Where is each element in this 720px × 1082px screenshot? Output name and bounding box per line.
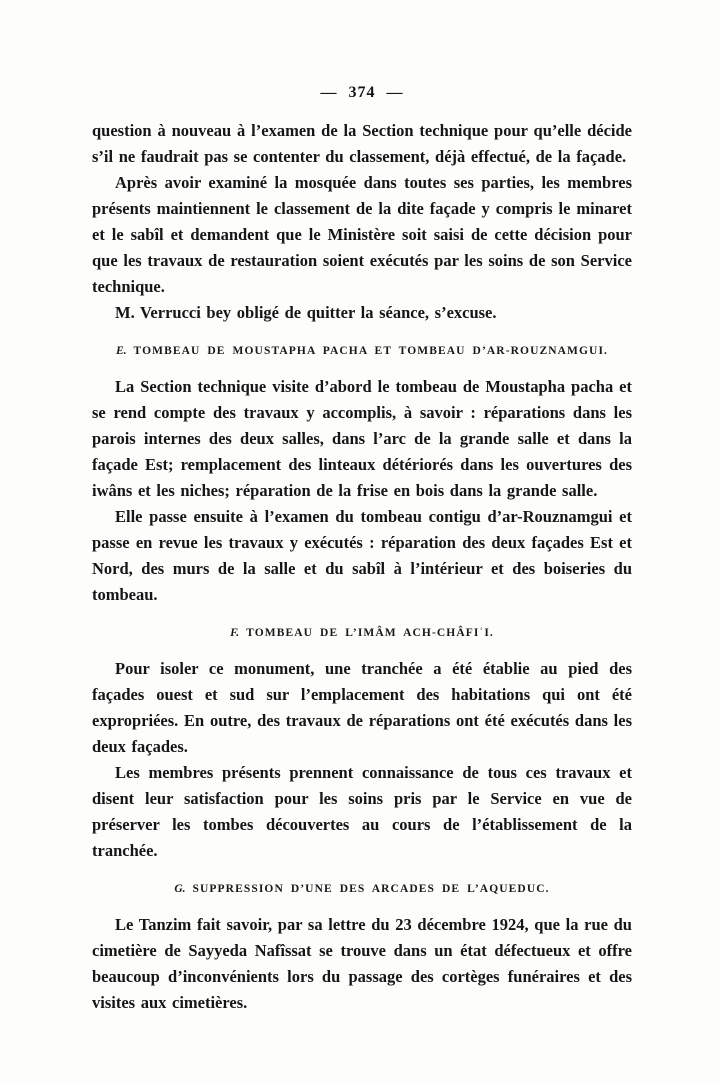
section-title: TOMBEAU DE L’IMÂM ACH-CHÂFIʿI.: [246, 627, 494, 639]
section-heading-e: [92, 345, 632, 357]
section-letter: G.: [174, 883, 186, 895]
paragraph: Le Tanzim fait savoir, par sa lettre du 23 décembre 1924, que la rue du cimetière de Sayyeda Nafîssat se trouve dans un état défectueux et offre beaucoup d’inconvénients lors du passage des cortèges funéraires et des visites aux cimetières.: [92, 915, 632, 1012]
paragraph: Après avoir examiné la mosquée dans toutes ses parties, les membres présents maintiennent le classement de la dite façade y compris le minaret et le sabîl et demandent que le Ministère soit saisi de cette décision pour que les travaux de restauration soient exécutés par les soins de son Service technique.: [92, 173, 632, 296]
paragraph: Pour isoler ce monument, une tranchée a été établie au pied des façades ouest et sud sur l’emplacement des habitations qui ont été expropriées. En outre, des travaux de réparations ont été exécutés dans les deux façades.: [92, 659, 632, 756]
section-letter: E.: [115, 345, 127, 357]
paragraph: Les membres présents prennent connaissance de tous ces travaux et disent leur satisfaction pour les soins pris par le Service en vue de préserver les tombes découvertes au cours de l’établissement de la tranchée.: [92, 763, 632, 860]
section-title: TOMBEAU DE MOUSTAPHA PACHA ET TOMBEAU D’AR-ROUZNAMGUI.: [133, 345, 609, 357]
section-heading-g: [92, 883, 632, 895]
paragraph: M. Verrucci bey obligé de quitter la séance, s’excuse.: [115, 303, 497, 322]
section-letter: F.: [230, 627, 240, 639]
text-column: [92, 84, 632, 1016]
paragraph: La Section technique visite d’abord le tombeau de Moustapha pacha et se rend compte des travaux y accomplis, à savoir : réparations dans les parois internes des deux salles, dans l’arc de la grande salle et dans la façade Est; remplacement des linteaux détériorés dans les ouvertures des iwâns et les niches; réparation de la frise en bois dans la grande salle.: [92, 377, 632, 500]
section-heading-f: [92, 627, 632, 639]
paragraph: Elle passe ensuite à l’examen du tombeau contigu d’ar-Rouznamgui et passe en revue les travaux y exécutés : réparation des deux façades Est et Nord, des murs de la salle et du sabîl à l’intérieur et des boiseries du tombeau.: [92, 507, 632, 604]
section-title: SUPPRESSION D’UNE DES ARCADES DE L’AQUEDUC.: [192, 883, 550, 895]
paragraph-continuation: question à nouveau à l’examen de la Section technique pour qu’elle décide s’il ne faudrait pas se contenter du classement, déjà effectué, de la façade.: [92, 121, 632, 166]
page-number: — 374 —: [320, 84, 404, 101]
